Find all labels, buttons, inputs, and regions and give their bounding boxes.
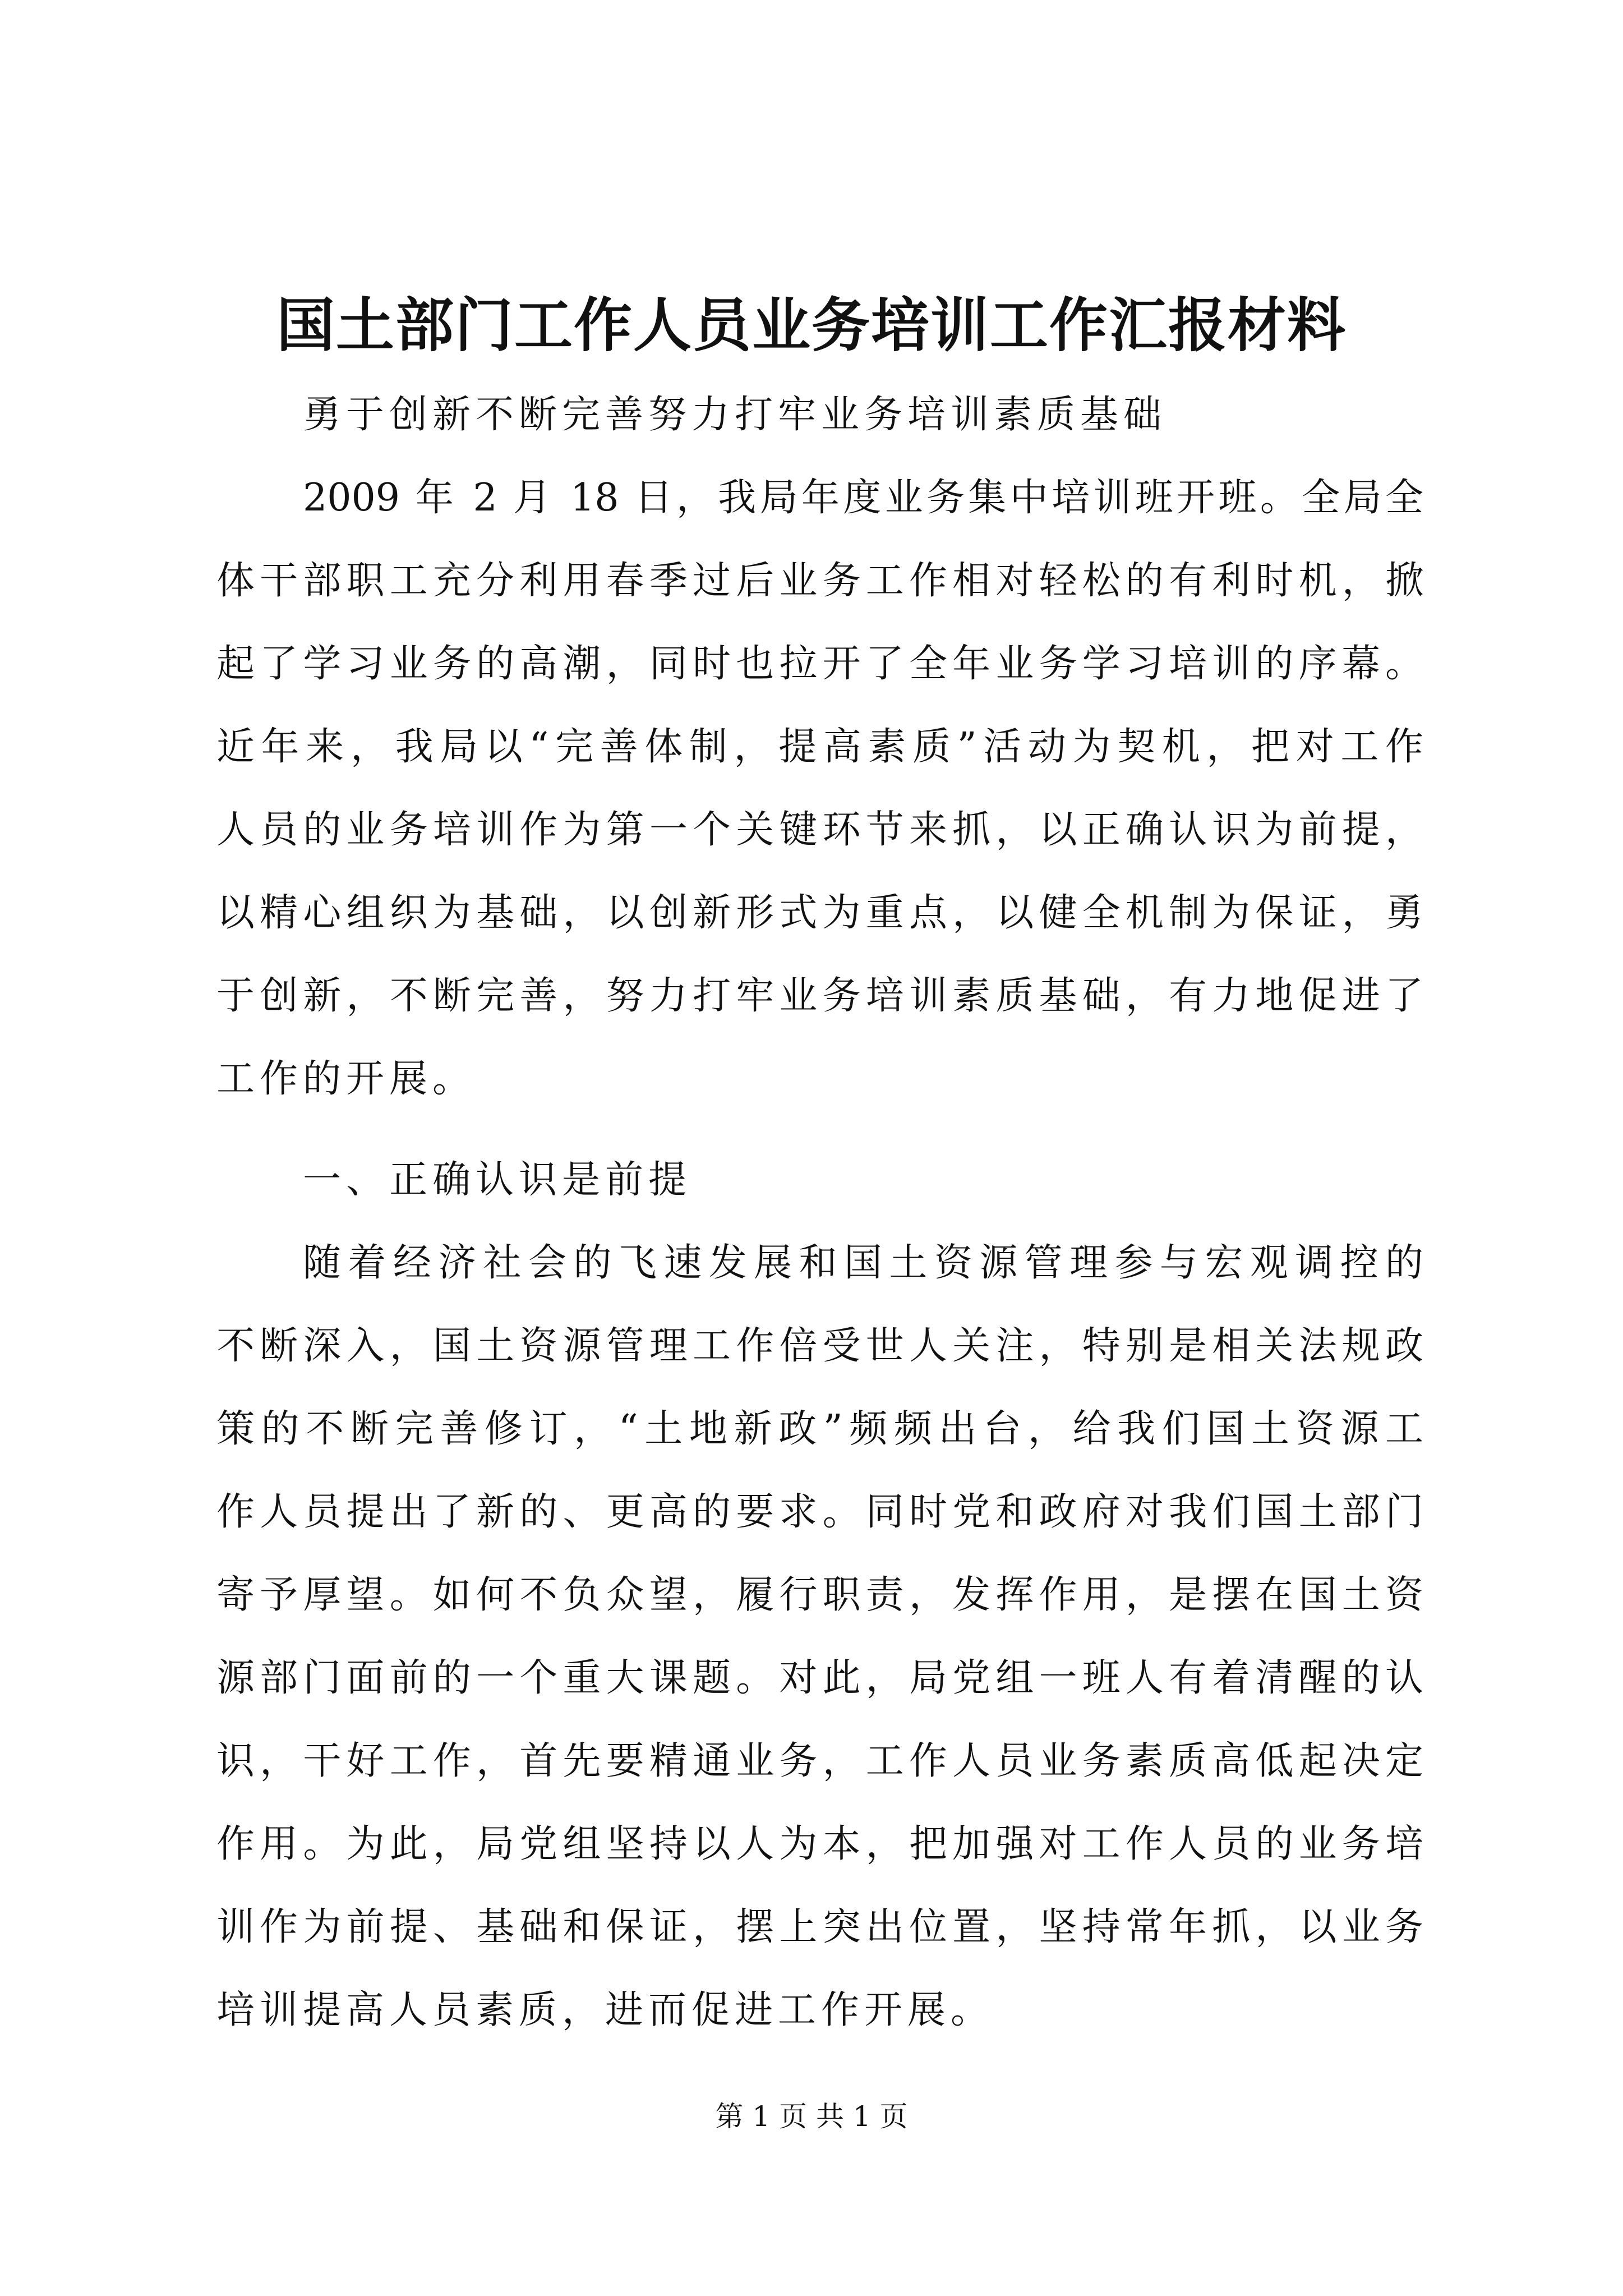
paragraph-line: 于创新，不断完善，努力打牢业务培训素质基础，有力地促进了	[216, 974, 1423, 1018]
page-title: 国土部门工作人员业务培训工作汇报材料	[276, 291, 1347, 360]
paragraph-line: 训作为前提、基础和保证，摆上突出位置，坚持常年抓，以业务	[216, 1905, 1423, 1949]
paragraph-2	[216, 1222, 1423, 2052]
paragraph-line: 源部门面前的一个重大课题。对此，局党组一班人有着清醒的认	[216, 1656, 1423, 1700]
paragraph-line: 工作的开展。	[216, 1057, 476, 1101]
paragraph-line: 作用。为此，局党组坚持以人为本，把加强对工作人员的业务培	[216, 1822, 1423, 1866]
paragraph-line: 以精心组织为基础，以创新形式为重点，以健全机制为保证，勇	[216, 891, 1423, 935]
document-body	[216, 374, 1423, 2052]
subtitle: 勇于创新不断完善努力打牢业务培训素质基础	[303, 393, 1167, 437]
paragraph-line: 体干部职工充分利用春季过后业务工作相对轻松的有利时机，掀	[216, 559, 1423, 603]
paragraph-line: 作人员提出了新的、更高的要求。同时党和政府对我们国土部门	[216, 1490, 1423, 1534]
paragraph-line: 寄予厚望。如何不负众望，履行职责，发挥作用，是摆在国土资	[216, 1573, 1423, 1617]
paragraph-line: 不断深入，国土资源管理工作倍受世人关注，特别是相关法规政	[216, 1324, 1423, 1368]
page-footer: 第 1 页 共 1 页	[715, 2100, 908, 2133]
section-heading: 一、正确认识是前提	[303, 1158, 692, 1202]
paragraph-line: 策的不断完善修订，“土地新政”频频出台，给我们国土资源工	[216, 1407, 1423, 1451]
paragraph-line: 随着经济社会的飞速发展和国土资源管理参与宏观调控的	[303, 1241, 1423, 1285]
paragraph-1	[216, 457, 1423, 1121]
paragraph-line: 起了学习业务的高潮，同时也拉开了全年业务学习培训的序幕。	[216, 642, 1423, 686]
paragraph-line: 识，干好工作，首先要精通业务，工作人员业务素质高低起决定	[216, 1739, 1423, 1783]
paragraph-line: 人员的业务培训作为第一个关键环节来抓，以正确认识为前提，	[216, 808, 1423, 852]
paragraph-line: 近年来，我局以“完善体制，提高素质”活动为契机，把对工作	[216, 725, 1423, 769]
paragraph-line: 培训提高人员素质，进而促进工作开展。	[216, 1988, 994, 2032]
paragraph-line: 2009 年 2 月 18 日，我局年度业务集中培训班开班。全局全	[303, 476, 1423, 520]
